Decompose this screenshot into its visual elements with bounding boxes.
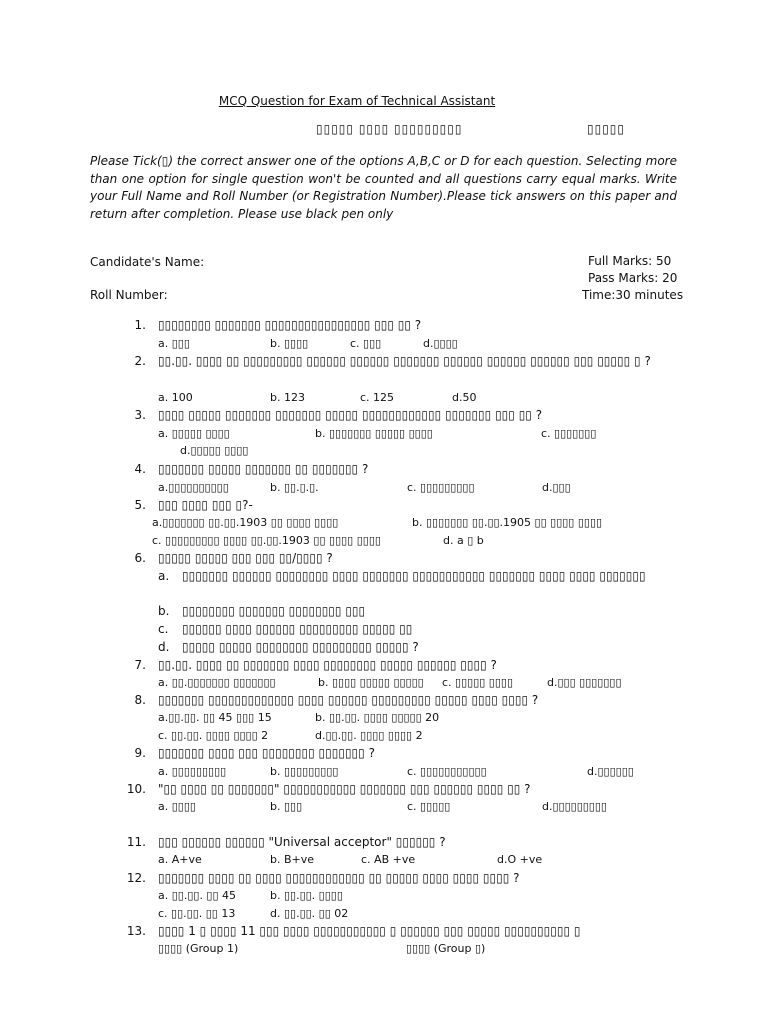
option-d: d.▯▯▯▯▯▯ <box>587 765 634 778</box>
option-c: c. ▯▯▯▯▯▯▯▯▯▯▯ <box>407 765 487 778</box>
option-c: c. ▯▯▯▯▯ <box>407 800 451 813</box>
candidate-name-label: Candidate's Name: <box>90 255 205 269</box>
option-c: c. ▯▯▯▯▯▯▯▯▯ <box>407 481 475 494</box>
sub-option-label: c. <box>158 622 169 636</box>
question-text: ▯▯.▯▯. ▯▯▯▯ ▯▯ ▯▯▯▯▯▯▯ ▯▯▯▯ ▯▯▯▯▯▯▯▯ ▯▯▯▯▯ ▯▯▯▯▯▯ ▯▯▯▯ ? <box>158 658 497 672</box>
option-d: d.▯▯▯ <box>542 481 571 494</box>
question-number: 4. <box>134 462 146 476</box>
option-d: d.▯▯▯ ▯▯▯▯▯▯▯ <box>547 676 622 689</box>
option-b: b. ▯▯.▯▯. ▯▯▯▯ <box>270 889 343 902</box>
option-b: b. B+ve <box>270 853 315 866</box>
question-number: 7. <box>134 658 146 672</box>
option-a: a.▯▯▯▯▯▯▯▯▯▯ <box>158 481 229 494</box>
question-text: ▯▯▯▯ 1 ▯ ▯▯▯▯ 11 ▯▯▯ ▯▯▯▯ ▯▯▯▯▯▯▯▯▯▯▯ ▯ ▯▯▯▯▯▯ ▯▯▯ ▯▯▯▯▯ ▯▯▯▯▯▯▯▯▯▯ ▯ <box>158 924 581 938</box>
question-number: 8. <box>134 693 146 707</box>
option-d: d.▯▯▯▯ <box>423 337 458 350</box>
option-a: a. ▯▯▯ <box>158 337 190 350</box>
option-a: a. 100 <box>158 391 193 404</box>
question-number: 10. <box>126 782 146 796</box>
option-d: d. ▯▯.▯▯. ▯▯ 02 <box>270 907 349 920</box>
sub-option-label: d. <box>158 640 170 654</box>
option-d: d.▯▯▯▯▯ ▯▯▯▯ <box>180 444 249 457</box>
option-b: b. 123 <box>270 391 305 404</box>
question-number: 9. <box>134 746 146 760</box>
subtitle-right: ▯▯▯▯▯ <box>587 122 626 136</box>
question-number: 11. <box>126 835 146 849</box>
option-c: c. ▯▯▯ <box>350 337 382 350</box>
option-d: d.O +ve <box>497 853 543 866</box>
pass-marks: Pass Marks: 20 <box>588 271 678 285</box>
question-text: ▯▯.▯▯. ▯▯▯▯ ▯▯ ▯▯▯▯▯▯▯▯▯ ▯▯▯▯▯▯ ▯▯▯▯▯▯ ▯▯▯▯▯▯▯ ▯▯▯▯▯▯ ▯▯▯▯▯▯ ▯▯▯▯▯▯ ▯▯▯ ▯▯▯▯▯ ▯ ? <box>158 354 651 368</box>
page-title: MCQ Question for Exam of Technical Assistant <box>218 94 496 108</box>
option-a: a. ▯▯▯▯▯▯▯▯▯ <box>158 765 227 778</box>
question-text: ▯▯▯▯▯▯▯ ▯▯▯▯ ▯▯▯ ▯▯▯▯▯▯▯▯ ▯▯▯▯▯▯▯ ? <box>158 746 375 760</box>
option-c: c. ▯▯.▯▯. ▯▯ 13 <box>158 907 236 920</box>
option-b: b. ▯▯.▯▯. ▯▯▯▯ ▯▯▯▯▯ 20 <box>315 711 440 724</box>
option-b: b. ▯▯▯▯ <box>270 337 309 350</box>
option-d: d. a ▯ b <box>443 534 484 547</box>
option-a: a. A+ve <box>158 853 202 866</box>
question-number: 1. <box>134 318 146 332</box>
option-c: c. ▯▯▯▯▯▯▯▯▯ ▯▯▯▯ ▯▯.▯▯.1903 ▯▯ ▯▯▯▯ ▯▯▯▯ <box>152 534 381 547</box>
roll-number-label: Roll Number: <box>90 288 168 302</box>
question-text: "▯▯ ▯▯▯▯ ▯▯ ▯▯▯▯▯▯▯" ▯▯▯▯▯▯▯▯▯▯▯ ▯▯▯▯▯▯▯ ▯▯▯ ▯▯▯▯▯▯ ▯▯▯▯ ▯▯ ? <box>158 782 531 796</box>
question-text: ▯▯▯▯▯▯▯ ▯▯▯▯ ▯▯ ▯▯▯▯ ▯▯▯▯▯▯▯▯▯▯▯▯ ▯▯ ▯▯▯▯▯ ▯▯▯▯ ▯▯▯▯ ▯▯▯▯ ? <box>158 871 520 885</box>
question-number: 5. <box>134 498 146 512</box>
question-number: 3. <box>134 408 146 422</box>
sub-option-text: ▯▯▯▯▯▯ ▯▯▯▯ ▯▯▯▯▯▯ ▯▯▯▯▯▯▯▯▯ ▯▯▯▯▯ ▯▯ <box>182 622 413 636</box>
option-c: c. ▯▯.▯▯. ▯▯▯▯ ▯▯▯▯ 2 <box>158 729 269 742</box>
option-d: d.▯▯.▯▯. ▯▯▯▯ ▯▯▯▯ 2 <box>315 729 423 742</box>
question-number: 13. <box>126 924 146 938</box>
instructions: Please Tick(▯) the correct answer one of the options A,B,C or D for each question. Selecting more than one option for single question won't be counted and all questions carry equal marks. Write your Full Name and Roll Number (or Registration Number).Please tick answers on this paper and return after completion. Please use black pen only <box>90 154 677 221</box>
sub-option-text: ▯▯▯▯▯▯▯ ▯▯▯▯▯▯ ▯▯▯▯▯▯▯▯ ▯▯▯▯ ▯▯▯▯▯▯▯ ▯▯▯▯▯▯▯▯▯▯▯ ▯▯▯▯▯▯▯ ▯▯▯▯ ▯▯▯▯ ▯▯▯▯▯▯▯ <box>182 569 646 583</box>
option-b: b. ▯▯▯▯▯▯▯▯▯ <box>270 765 339 778</box>
time-limit: Time:30 minutes <box>582 288 684 302</box>
question-text: ▯▯▯▯ ▯▯▯▯▯ ▯▯▯▯▯▯▯ ▯▯▯▯▯▯▯ ▯▯▯▯▯ ▯▯▯▯▯▯▯▯▯▯▯▯ ▯▯▯▯▯▯▯ ▯▯▯ ▯▯ ? <box>158 408 543 422</box>
option-b: b. ▯▯▯▯ ▯▯▯▯▯ ▯▯▯▯▯ <box>318 676 424 689</box>
option-b: b. ▯▯.▯.▯. <box>270 481 319 494</box>
question-text: ▯▯▯▯▯▯▯▯ ▯▯▯▯▯▯▯ ▯▯▯▯▯▯▯▯▯▯▯▯▯▯▯▯ ▯▯▯ ▯▯ ? <box>158 318 422 332</box>
option-b: b. ▯▯▯ <box>270 800 303 813</box>
group-2-label: ▯▯▯▯ (Group ▯) <box>406 942 486 955</box>
option-a: a. ▯▯▯▯ <box>158 800 196 813</box>
sub-option-label: a. <box>158 569 170 583</box>
sub-option-text: ▯▯▯▯▯ ▯▯▯▯▯ ▯▯▯▯▯▯▯▯ ▯▯▯▯▯▯▯▯▯ ▯▯▯▯▯ ? <box>182 640 419 654</box>
question-text: ▯▯▯ ▯▯▯▯ ▯▯▯ ▯?- <box>158 498 253 512</box>
question-text: ▯▯▯▯▯▯▯ ▯▯▯▯▯ ▯▯▯▯▯▯▯ ▯▯ ▯▯▯▯▯▯▯ ? <box>158 462 369 476</box>
question-text: ▯▯▯ ▯▯▯▯▯▯ ▯▯▯▯▯▯ "Universal acceptor" ▯▯▯▯▯▯ ? <box>158 835 446 849</box>
option-a: a. ▯▯.▯▯▯▯▯▯▯ ▯▯▯▯▯▯▯ <box>158 676 276 689</box>
option-c: c. AB +ve <box>361 853 416 866</box>
option-c: c. ▯▯▯▯▯ ▯▯▯▯ <box>442 676 514 689</box>
option-d: d.▯▯▯▯▯▯▯▯▯ <box>542 800 607 813</box>
group-1-label: ▯▯▯▯ (Group 1) <box>158 942 239 955</box>
option-b: b. ▯▯▯▯▯▯▯ ▯▯▯▯▯ ▯▯▯▯ <box>315 427 433 440</box>
question-number: 2. <box>134 354 146 368</box>
option-a: a. ▯▯▯▯▯ ▯▯▯▯ <box>158 427 230 440</box>
full-marks: Full Marks: 50 <box>588 254 672 268</box>
option-c: c. 125 <box>360 391 395 404</box>
option-a: a.▯▯▯▯▯▯▯ ▯▯.▯▯.1903 ▯▯ ▯▯▯▯ ▯▯▯▯ <box>152 516 339 529</box>
option-b: b. ▯▯▯▯▯▯▯ ▯▯.▯▯.1905 ▯▯ ▯▯▯▯ ▯▯▯▯ <box>412 516 603 529</box>
question-number: 12. <box>126 871 146 885</box>
question-text: ▯▯▯▯▯▯▯ ▯▯▯▯▯▯▯▯▯▯▯▯▯ ▯▯▯▯ ▯▯▯▯▯▯ ▯▯▯▯▯▯▯▯▯ ▯▯▯▯▯ ▯▯▯▯ ▯▯▯▯ ? <box>158 693 539 707</box>
sub-option-text: ▯▯▯▯▯▯▯▯ ▯▯▯▯▯▯▯ ▯▯▯▯▯▯▯▯ ▯▯▯ <box>182 604 366 618</box>
option-d: d.50 <box>452 391 477 404</box>
option-c: c. ▯▯▯▯▯▯▯ <box>541 427 597 440</box>
subtitle-left: ▯▯▯▯▯ ▯▯▯▯ ▯▯▯▯▯▯▯▯▯ <box>316 122 463 136</box>
option-a: a. ▯▯.▯▯. ▯▯ 45 <box>158 889 237 902</box>
sub-option-label: b. <box>158 604 170 618</box>
question-text: ▯▯▯▯▯ ▯▯▯▯▯ ▯▯▯ ▯▯▯ ▯▯/▯▯▯▯ ? <box>158 551 333 565</box>
option-a: a.▯▯.▯▯. ▯▯ 45 ▯▯▯ 15 <box>158 711 272 724</box>
question-number: 6. <box>134 551 146 565</box>
